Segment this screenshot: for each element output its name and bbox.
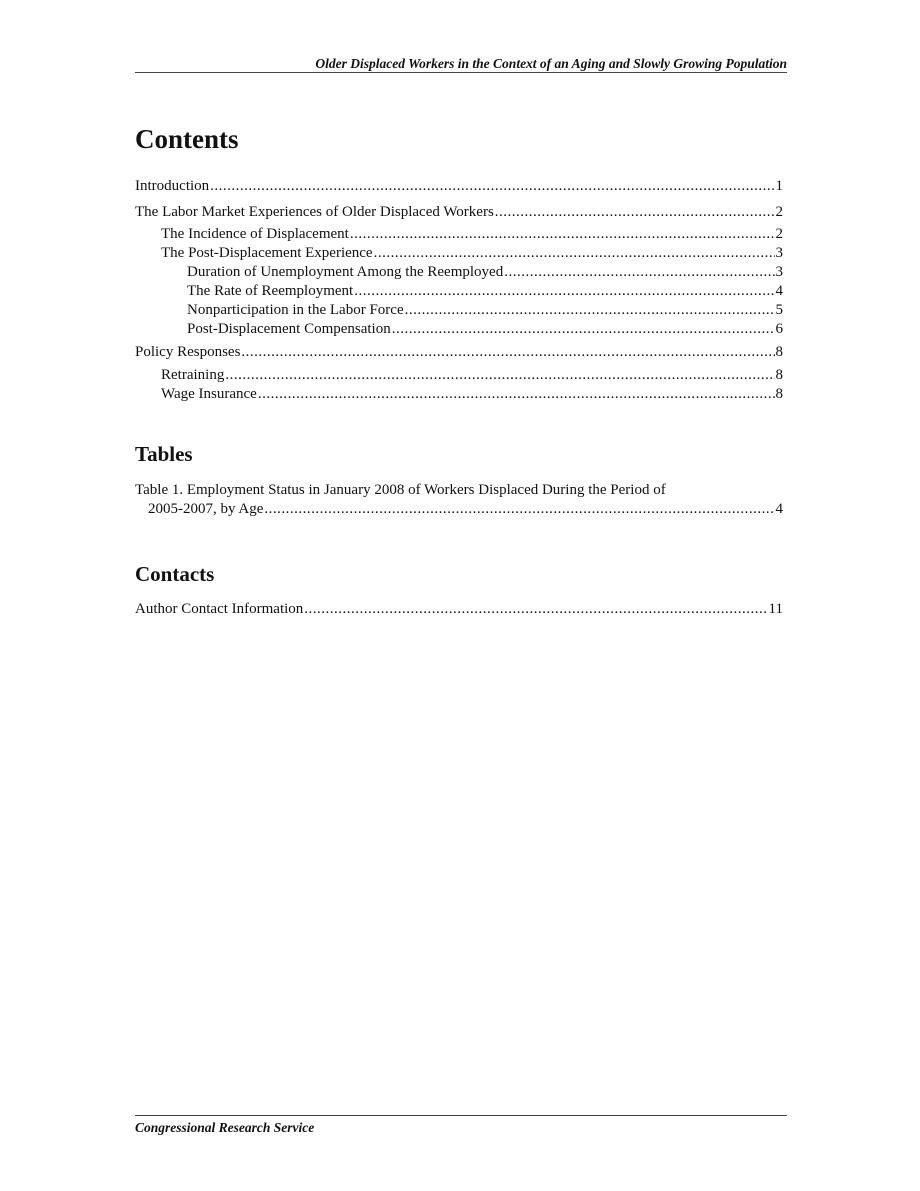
- toc-entry-post-displacement[interactable]: [135, 244, 783, 263]
- dot-leader: [304, 600, 767, 619]
- toc-entry-page: 2: [775, 226, 783, 242]
- toc-entry-rate[interactable]: [135, 282, 783, 301]
- dot-leader: [354, 282, 774, 301]
- toc-entry-page: 3: [775, 245, 783, 261]
- toc-entry-title: The Incidence of Displacement: [161, 226, 349, 242]
- toc-entry-title: The Labor Market Experiences of Older Displaced Workers: [135, 204, 494, 220]
- toc-entry-compensation[interactable]: [135, 320, 783, 339]
- toc-entry-title: Retraining: [161, 367, 225, 383]
- toc-entry-page: 3: [775, 264, 783, 280]
- toc-entry-introduction[interactable]: [135, 177, 783, 196]
- dot-leader: [258, 385, 775, 404]
- toc-entry-page: 8: [775, 367, 783, 383]
- toc-entry-page: 2: [775, 204, 783, 220]
- table-entry-title-line2: 2005-2007, by Age: [148, 501, 264, 517]
- dot-leader: [495, 203, 775, 222]
- table-entry-page: 4: [775, 501, 783, 517]
- contents-heading: Contents: [135, 124, 239, 154]
- dot-leader: [374, 244, 775, 263]
- dot-leader: [241, 343, 774, 362]
- table-entry-title-line1: Table 1. Employment Status in January 2008 of Workers Displaced During the Period of: [135, 482, 666, 498]
- table-entry-line2: [135, 500, 783, 519]
- dot-leader: [392, 320, 775, 339]
- footer-publisher: Congressional Research Service: [135, 1120, 315, 1135]
- contacts-entry-author[interactable]: [135, 600, 783, 619]
- footer-rule: [135, 1115, 787, 1116]
- dot-leader: [210, 177, 774, 196]
- contacts-entry-title: Author Contact Information: [135, 601, 304, 617]
- toc-entry-retraining[interactable]: [135, 366, 783, 385]
- tables-entry-table-1[interactable]: [135, 481, 783, 519]
- toc-entry-title: The Rate of Reemployment: [187, 283, 354, 299]
- toc-entry-labor-market[interactable]: [135, 203, 783, 222]
- toc-entry-title: Introduction: [135, 178, 210, 194]
- dot-leader: [405, 301, 775, 320]
- toc-entry-page: 8: [775, 344, 783, 360]
- toc-entry-title: Duration of Unemployment Among the Reemployed: [187, 264, 504, 280]
- toc-entry-page: 8: [775, 386, 783, 402]
- tables-heading: Tables: [135, 442, 193, 466]
- dot-leader: [350, 225, 775, 244]
- toc-entry-wage-insurance[interactable]: [135, 385, 783, 404]
- dot-leader: [225, 366, 774, 385]
- toc-entry-policy[interactable]: [135, 343, 783, 362]
- toc-entry-title: Post-Displacement Compensation: [187, 321, 391, 337]
- toc-entry-duration[interactable]: [135, 263, 783, 282]
- toc-entry-page: 6: [775, 321, 783, 337]
- toc-entry-title: Wage Insurance: [161, 386, 257, 402]
- header-rule: [135, 72, 787, 73]
- toc-entry-incidence[interactable]: [135, 225, 783, 244]
- toc-entry-page: 5: [775, 302, 783, 318]
- toc-entry-page: 4: [775, 283, 783, 299]
- toc-entry-page: 1: [775, 178, 783, 194]
- contacts-entry-page: 11: [768, 601, 783, 617]
- toc-entry-title: The Post-Displacement Experience: [161, 245, 373, 261]
- toc-entry-title: Nonparticipation in the Labor Force: [187, 302, 404, 318]
- running-header: Older Displaced Workers in the Context of an Aging and Slowly Growing Population: [315, 56, 787, 71]
- dot-leader: [504, 263, 774, 282]
- toc-entry-title: Policy Responses: [135, 344, 241, 360]
- contacts-heading: Contacts: [135, 562, 215, 586]
- toc-entry-nonparticipation[interactable]: [135, 301, 783, 320]
- dot-leader: [264, 500, 774, 519]
